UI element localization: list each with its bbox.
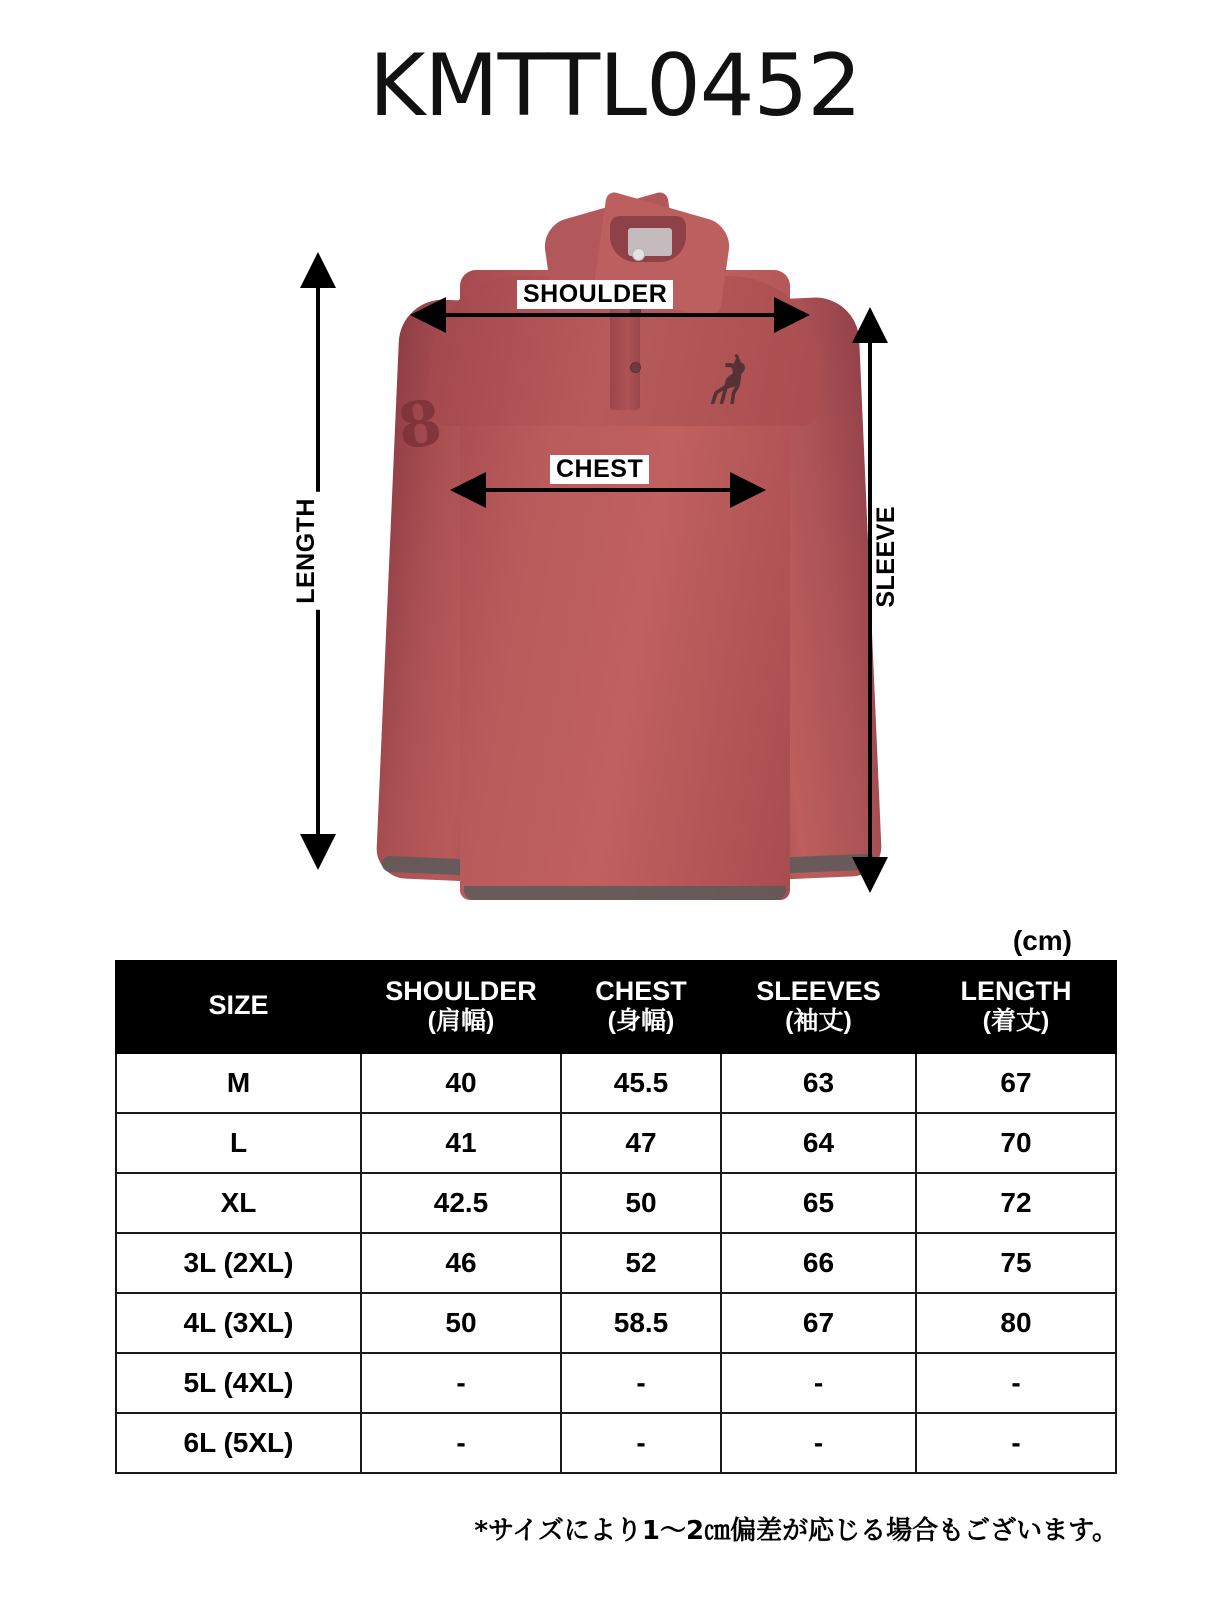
- cell-chest: 52: [561, 1233, 721, 1293]
- size-table: [115, 960, 1117, 1474]
- column-header-chest-jp: (身幅): [607, 1007, 675, 1036]
- cell-size: L: [116, 1113, 361, 1173]
- column-header-size: [116, 961, 361, 1053]
- cell-chest: -: [561, 1353, 721, 1413]
- column-header-chest-en: CHEST: [595, 976, 687, 1006]
- garment-diagram: [250, 170, 990, 930]
- cell-sleeves: -: [721, 1413, 916, 1473]
- label-sleeve: SLEEVE: [872, 500, 901, 614]
- cell-shoulder: 40: [361, 1053, 561, 1113]
- cell-shoulder: -: [361, 1413, 561, 1473]
- cell-shoulder: 42.5: [361, 1173, 561, 1233]
- cell-sleeves: 67: [721, 1293, 916, 1353]
- size-table-head: [116, 961, 1116, 1053]
- table-row: [116, 1173, 1116, 1233]
- cell-chest: -: [561, 1413, 721, 1473]
- cell-length: -: [916, 1413, 1116, 1473]
- cell-chest: 45.5: [561, 1053, 721, 1113]
- table-row: [116, 1413, 1116, 1473]
- cell-shoulder: 46: [361, 1233, 561, 1293]
- cell-shoulder: -: [361, 1353, 561, 1413]
- sleeve-number-graphic: 8: [393, 385, 447, 464]
- column-header-size-en: SIZE: [208, 990, 269, 1021]
- cell-shoulder: 50: [361, 1293, 561, 1353]
- cell-chest: 50: [561, 1173, 721, 1233]
- cell-length: 80: [916, 1293, 1116, 1353]
- unit-note: (cm): [1012, 925, 1072, 956]
- cell-size: XL: [116, 1173, 361, 1233]
- footnote: *サイズにより1〜2㎝偏差が応じる場合もございます。: [474, 1516, 1118, 1546]
- column-header-sleeves-jp: (袖丈): [785, 1007, 852, 1036]
- label-chest: CHEST: [550, 455, 649, 484]
- cell-length: 67: [916, 1053, 1116, 1113]
- cell-size: 5L (4XL): [116, 1353, 361, 1413]
- size-table-body: [116, 1053, 1116, 1473]
- page-title: KMTTL0452: [369, 36, 861, 136]
- label-shoulder: SHOULDER: [517, 280, 673, 309]
- column-header-sleeves-en: SLEEVES: [756, 976, 881, 1006]
- cell-sleeves: 63: [721, 1053, 916, 1113]
- column-header-sleeves: [721, 961, 916, 1053]
- cell-size: M: [116, 1053, 361, 1113]
- cell-length: 70: [916, 1113, 1116, 1173]
- column-header-shoulder-jp: (肩幅): [427, 1007, 495, 1036]
- cell-sleeves: 64: [721, 1113, 916, 1173]
- cell-sleeves: 66: [721, 1233, 916, 1293]
- column-header-shoulder: [361, 961, 561, 1053]
- cell-sleeves: 65: [721, 1173, 916, 1233]
- cell-length: 75: [916, 1233, 1116, 1293]
- table-row: [116, 1233, 1116, 1293]
- cell-chest: 47: [561, 1113, 721, 1173]
- cell-chest: 58.5: [561, 1293, 721, 1353]
- cell-shoulder: 41: [361, 1113, 561, 1173]
- cell-size: 3L (2XL): [116, 1233, 361, 1293]
- cell-length: 72: [916, 1173, 1116, 1233]
- table-row: [116, 1113, 1116, 1173]
- label-length: LENGTH: [292, 492, 321, 610]
- table-row: [116, 1053, 1116, 1113]
- table-row: [116, 1293, 1116, 1353]
- cell-sleeves: -: [721, 1353, 916, 1413]
- cell-length: -: [916, 1353, 1116, 1413]
- column-header-shoulder-en: SHOULDER: [385, 976, 537, 1006]
- column-header-length-jp: (着丈): [982, 1007, 1050, 1036]
- column-header-chest: [561, 961, 721, 1053]
- table-row: [116, 1353, 1116, 1413]
- cell-size: 6L (5XL): [116, 1413, 361, 1473]
- table-header-row: [116, 961, 1116, 1053]
- size-table-wrapper: [115, 960, 1115, 1474]
- cell-size: 4L (3XL): [116, 1293, 361, 1353]
- column-header-length: [916, 961, 1116, 1053]
- column-header-length-en: LENGTH: [960, 976, 1072, 1006]
